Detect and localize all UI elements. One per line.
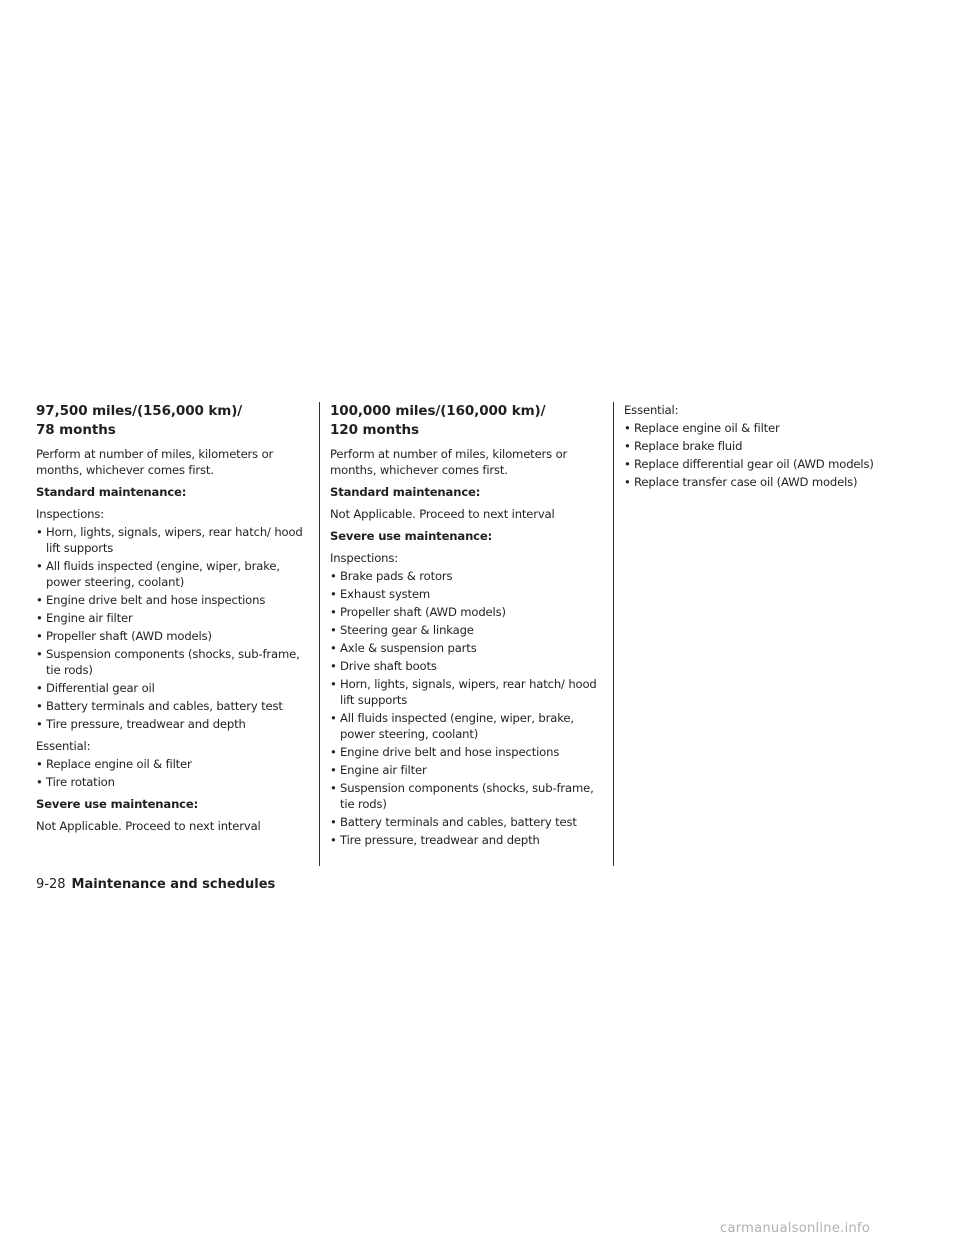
list-item <box>330 586 602 602</box>
bullet-icon: • <box>330 763 337 777</box>
list-item <box>36 558 310 590</box>
list-item <box>330 622 602 638</box>
page-number: 9-28 <box>36 877 66 892</box>
bullet-icon: • <box>36 647 43 661</box>
bullet-icon: • <box>36 525 43 539</box>
list-item-text: Replace engine oil & filter <box>46 757 192 771</box>
severe-maintenance-text: Not Applicable. Proceed to next interval <box>36 819 261 833</box>
inspections-label: Inspections: <box>36 507 105 521</box>
list-item <box>624 420 914 436</box>
list-item-text: Replace engine oil & filter <box>634 421 780 435</box>
bullet-icon: • <box>330 623 337 637</box>
list-item-text: Brake pads & rotors <box>340 569 453 583</box>
bullet-icon: • <box>36 611 43 625</box>
bullet-icon: • <box>330 641 337 655</box>
list-item-text: Drive shaft boots <box>340 659 437 673</box>
essential-label: Essential: <box>36 739 91 753</box>
list-item <box>330 710 602 742</box>
bullet-icon: • <box>330 587 337 601</box>
list-item <box>36 716 310 732</box>
list-item-text: Horn, lights, signals, wipers, rear hatch/ hood lift supports <box>46 525 303 555</box>
list-item-text: Suspension components (shocks, sub-frame, tie rods) <box>340 781 594 811</box>
list-item <box>36 610 310 626</box>
interval-97500-column <box>36 402 310 840</box>
list-item <box>36 774 310 790</box>
list-item-text: Replace brake fluid <box>634 439 743 453</box>
list-item <box>330 780 602 812</box>
bullet-icon: • <box>624 439 631 453</box>
standard-maintenance-text: Not Applicable. Proceed to next interval <box>330 507 555 521</box>
bullet-icon: • <box>330 745 337 759</box>
list-item <box>624 438 914 454</box>
standard-maintenance-label: Standard maintenance: <box>36 485 187 499</box>
list-item-text: Propeller shaft (AWD models) <box>340 605 506 619</box>
list-item-text: All fluids inspected (engine, wiper, brake, power steering, coolant) <box>340 711 574 741</box>
essential-label: Essential: <box>624 403 679 417</box>
bullet-icon: • <box>330 677 337 691</box>
heading-line-1: 97,500 miles/(156,000 km)/ <box>36 403 243 419</box>
bullet-icon: • <box>330 815 337 829</box>
essential-list <box>36 756 310 790</box>
bullet-icon: • <box>36 681 43 695</box>
bullet-icon: • <box>36 717 43 731</box>
list-item <box>624 474 914 490</box>
bullet-icon: • <box>36 593 43 607</box>
heading-line-2: 120 months <box>330 422 419 438</box>
list-item <box>330 640 602 656</box>
inspections-label: Inspections: <box>330 551 399 565</box>
list-item-text: Engine drive belt and hose inspections <box>340 745 560 759</box>
bullet-icon: • <box>36 559 43 573</box>
list-item <box>36 698 310 714</box>
list-item <box>36 524 310 556</box>
bullet-icon: • <box>36 629 43 643</box>
list-item <box>36 680 310 696</box>
inspections-list <box>330 568 602 848</box>
list-item <box>330 676 602 708</box>
bullet-icon: • <box>36 775 43 789</box>
list-item-text: Differential gear oil <box>46 681 155 695</box>
list-item <box>330 604 602 620</box>
list-item-text: Exhaust system <box>340 587 431 601</box>
list-item-text: Battery terminals and cables, battery test <box>340 815 577 829</box>
list-item <box>330 568 602 584</box>
list-item <box>36 756 310 772</box>
list-item-text: All fluids inspected (engine, wiper, brake, power steering, coolant) <box>46 559 280 589</box>
list-item-text: Replace transfer case oil (AWD models) <box>634 475 858 489</box>
list-item-text: Engine air filter <box>340 763 427 777</box>
bullet-icon: • <box>330 569 337 583</box>
interval-100000-column <box>330 402 602 854</box>
list-item-text: Propeller shaft (AWD models) <box>46 629 212 643</box>
bullet-icon: • <box>624 475 631 489</box>
list-item-text: Replace differential gear oil (AWD models) <box>634 457 874 471</box>
section-title: Maintenance and schedules <box>71 877 276 892</box>
interval-heading <box>36 402 310 440</box>
list-item <box>36 592 310 608</box>
list-item <box>330 832 602 848</box>
inspections-list <box>36 524 310 732</box>
list-item-text: Engine drive belt and hose inspections <box>46 593 266 607</box>
list-item <box>330 814 602 830</box>
column-divider <box>613 402 614 866</box>
interval-heading <box>330 402 602 440</box>
interval-intro: Perform at number of miles, kilometers or months, whichever comes first. <box>36 447 274 477</box>
bullet-icon: • <box>330 833 337 847</box>
list-item-text: Steering gear & linkage <box>340 623 474 637</box>
bullet-icon: • <box>330 659 337 673</box>
bullet-icon: • <box>36 757 43 771</box>
interval-100000-essential-column <box>624 402 914 496</box>
list-item <box>330 658 602 674</box>
list-item <box>36 646 310 678</box>
standard-maintenance-label: Standard maintenance: <box>330 485 481 499</box>
severe-maintenance-label: Severe use maintenance: <box>36 797 199 811</box>
list-item <box>624 456 914 472</box>
bullet-icon: • <box>330 711 337 725</box>
bullet-icon: • <box>624 421 631 435</box>
list-item <box>36 628 310 644</box>
list-item-text: Tire pressure, treadwear and depth <box>46 717 246 731</box>
list-item-text: Horn, lights, signals, wipers, rear hatch/ hood lift supports <box>340 677 597 707</box>
heading-line-2: 78 months <box>36 422 116 438</box>
bullet-icon: • <box>330 781 337 795</box>
bullet-icon: • <box>36 699 43 713</box>
bullet-icon: • <box>330 605 337 619</box>
list-item-text: Axle & suspension parts <box>340 641 477 655</box>
list-item-text: Suspension components (shocks, sub-frame, tie rods) <box>46 647 300 677</box>
list-item-text: Tire pressure, treadwear and depth <box>340 833 540 847</box>
severe-maintenance-label: Severe use maintenance: <box>330 529 493 543</box>
essential-list <box>624 420 914 490</box>
list-item-text: Engine air filter <box>46 611 133 625</box>
page-footer <box>36 876 275 894</box>
heading-line-1: 100,000 miles/(160,000 km)/ <box>330 403 546 419</box>
list-item-text: Battery terminals and cables, battery test <box>46 699 283 713</box>
column-divider <box>319 402 320 866</box>
interval-intro: Perform at number of miles, kilometers or months, whichever comes first. <box>330 447 568 477</box>
list-item-text: Tire rotation <box>46 775 115 789</box>
watermark: carmanualsonline.info <box>720 1221 871 1236</box>
list-item <box>330 744 602 760</box>
bullet-icon: • <box>624 457 631 471</box>
list-item <box>330 762 602 778</box>
